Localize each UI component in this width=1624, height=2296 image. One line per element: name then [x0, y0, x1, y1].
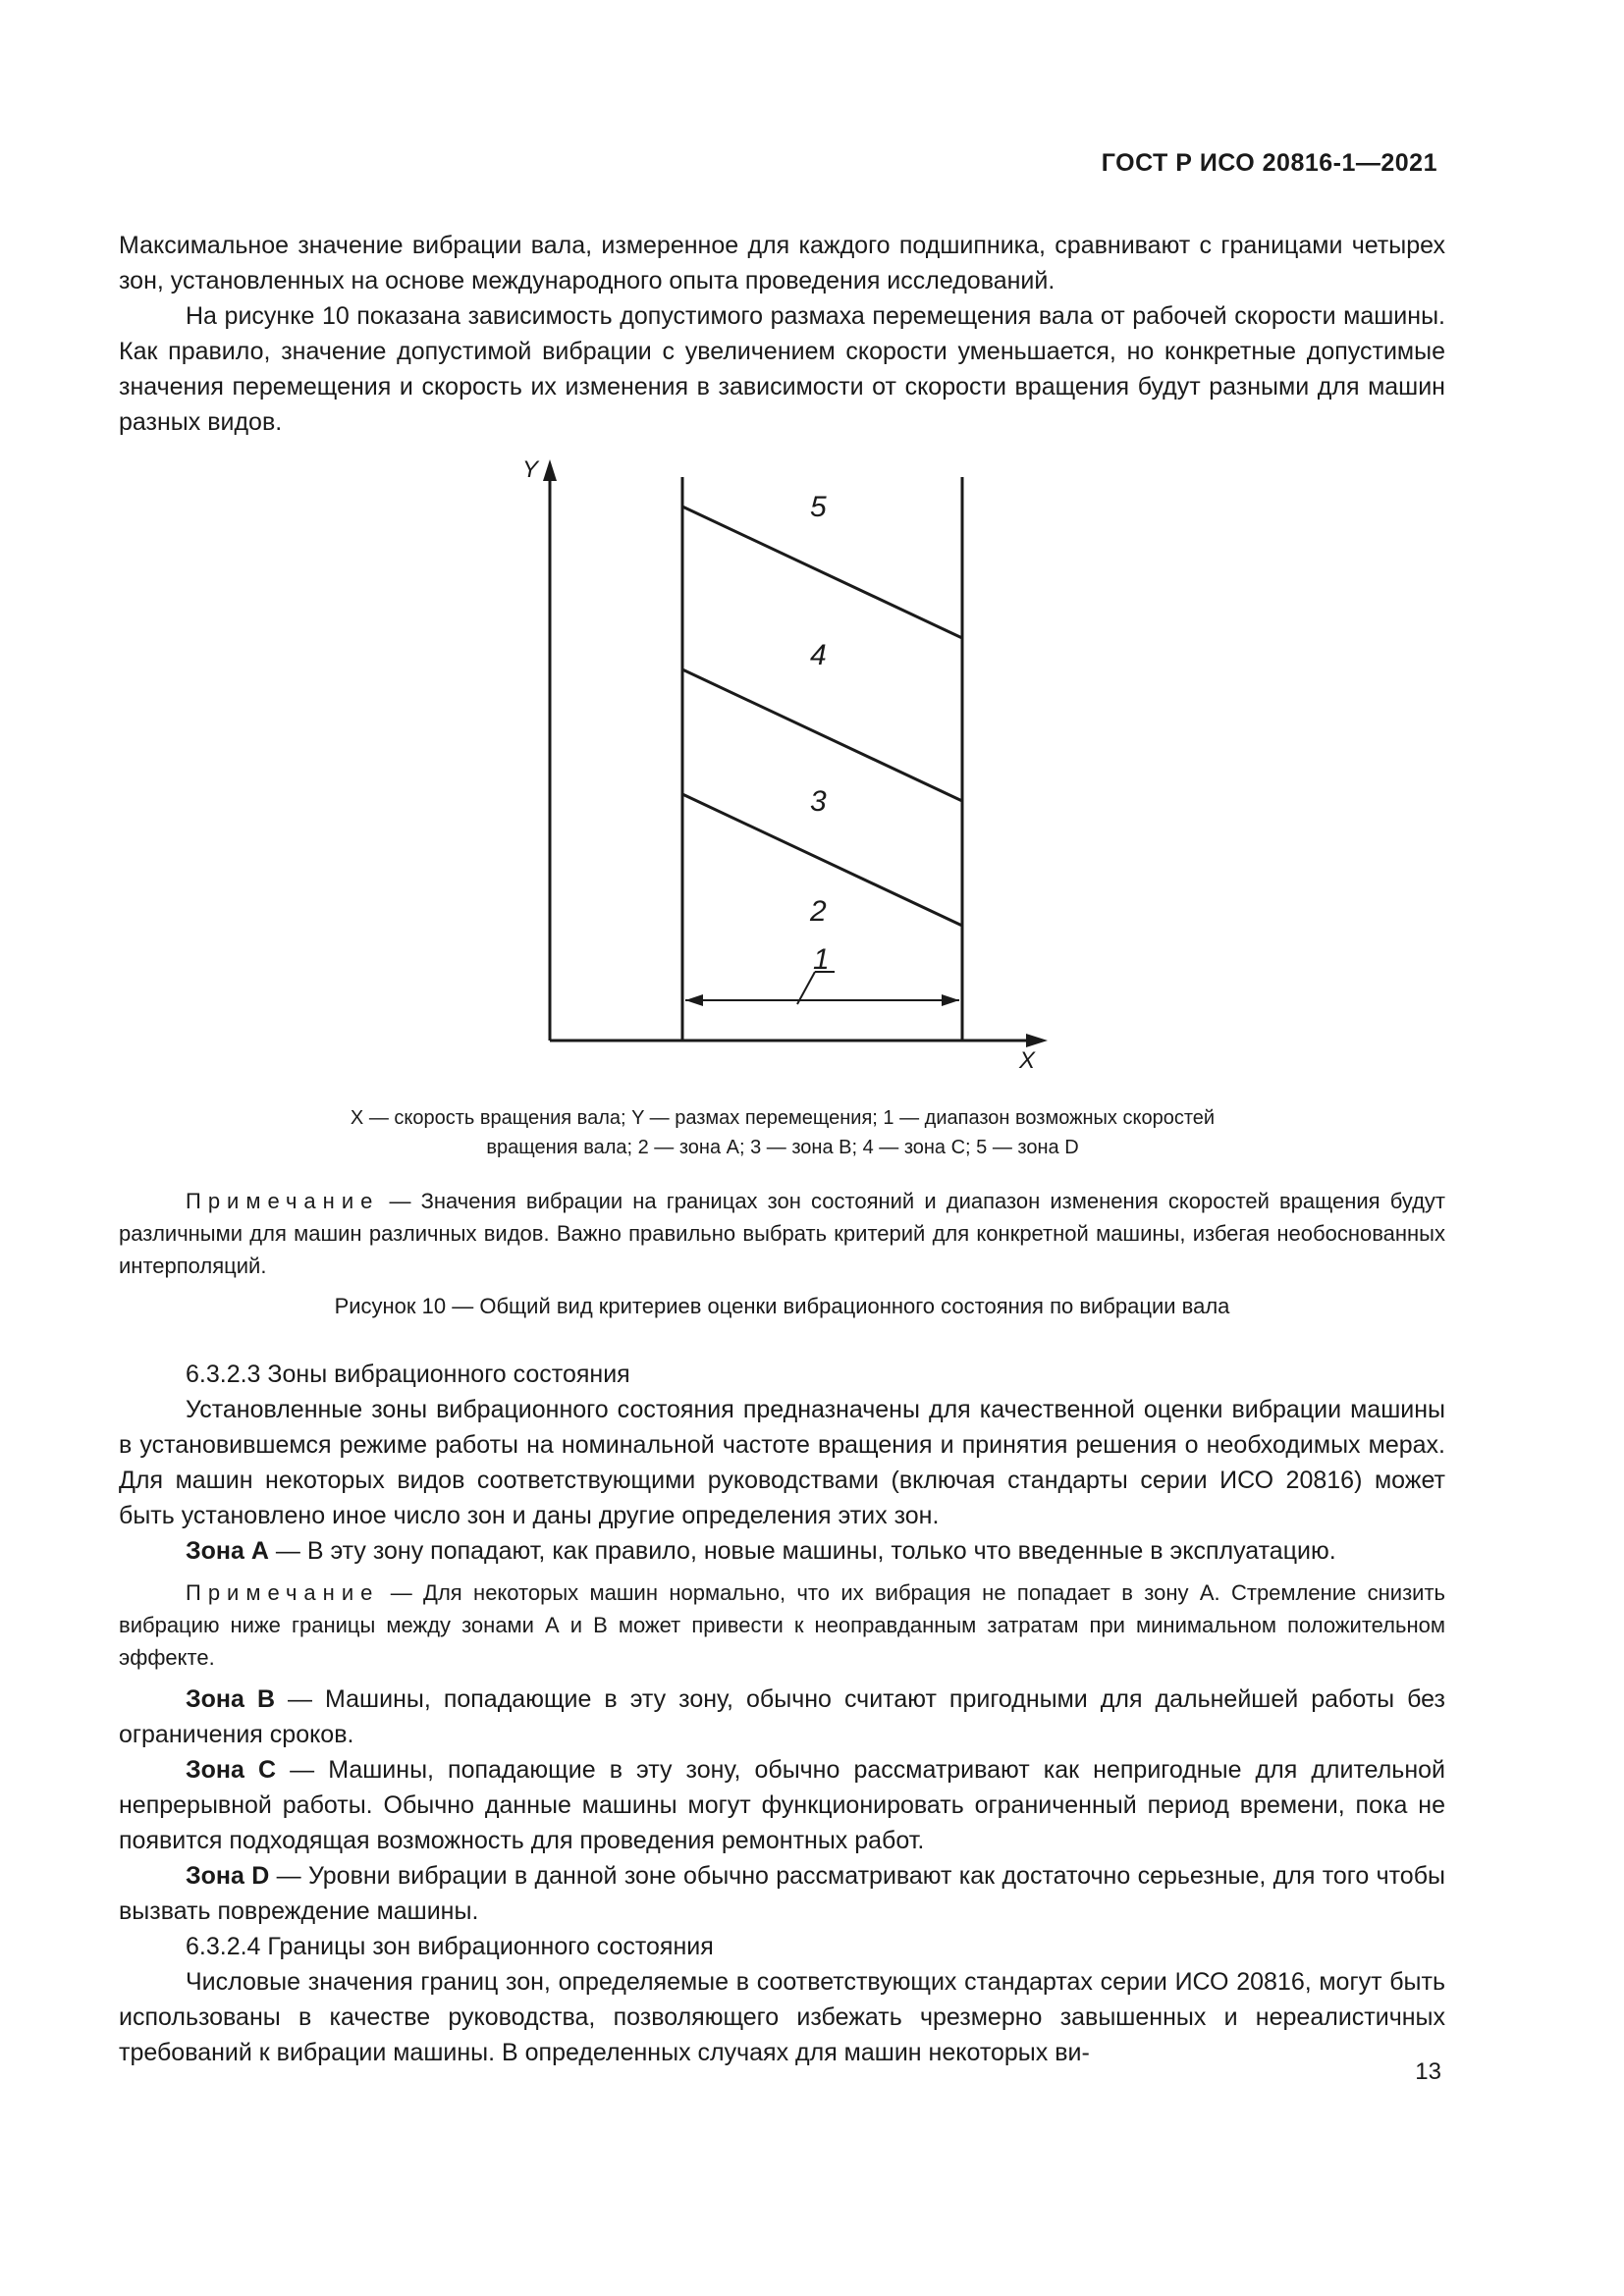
intro-paragraph-1: Максимальное значение вибрации вала, измеренное для каждого подшипника, сравнивают с границами четырех зон, установленных на основе международного опыта проведения исследований. — [119, 232, 1445, 294]
zone-label-d: 5 — [810, 491, 827, 523]
zone-a-paragraph — [119, 1533, 1445, 1569]
range-arrow-left — [685, 994, 703, 1006]
x-axis-arrow — [1026, 1034, 1048, 1047]
figure-caption: Рисунок 10 — Общий вид критериев оценки вибрационного состояния по вибрации вала — [334, 1294, 1230, 1318]
zone-label-c: 4 — [810, 639, 827, 671]
document-id: ГОСТ Р ИСО 20816-1—2021 — [1101, 149, 1437, 177]
section-6-3-2-3 — [119, 1357, 1445, 2070]
figure-note — [119, 1185, 1445, 1282]
zone-d-paragraph — [119, 1858, 1445, 1929]
intro-block — [119, 228, 1445, 440]
zone-b-label: Зона В — [186, 1685, 276, 1713]
zone-c-paragraph — [119, 1752, 1445, 1858]
zone-a-label: Зона А — [186, 1537, 269, 1565]
note-text: — Значения вибрации на границах зон состояний и диапазон изменения скоростей вращения будут различными для машин различных видов. Важно правильно выбрать критерий для конкретной машины, избегая необоснованных интерполяций. — [119, 1189, 1445, 1278]
zone-note — [119, 1576, 1445, 1674]
zone-b-paragraph — [119, 1682, 1445, 1752]
note-label: Примечание — [186, 1189, 380, 1213]
range-label: 1 — [813, 943, 830, 976]
zone-label-b: 3 — [810, 785, 827, 818]
zone-a-text: — В эту зону попадают, как правило, новые машины, только что введенные в эксплуатацию. — [268, 1537, 1336, 1565]
section-paragraph: Установленные зоны вибрационного состояния предназначены для качественной оценки вибрации машины в установившемся режиме работы на номинальной частоте вращения и принятия решения о необходимых мерах. Для машин некоторых видов соответствующими руководствами (включая стандарты серии ИСО 20816) может быть установлено иное число зон и даны другие определения этих зон. — [119, 1396, 1445, 1529]
zone-d-text: — Уровни вибрации в данной зоне обычно рассматривают как достаточно серьезные, для того чтобы вызвать повреждение машины. — [119, 1862, 1445, 1925]
zone-label-a: 2 — [810, 895, 827, 928]
legend-line-1: X — скорость вращения вала; Y — размах перемещения; 1 — диапазон возможных скоростей — [350, 1107, 1216, 1129]
section-heading-6324: 6.3.2.4 Границы зон вибрационного состояния — [186, 1933, 714, 1960]
zone-note-label: Примечание — [186, 1580, 380, 1605]
zone-note-text: — Для некоторых машин нормально, что их вибрация не попадает в зону А. Стремление снизить вибрацию ниже границы между зонами А и В может привести к неоправданным затратам при минимальном положительном эффекте. — [119, 1580, 1445, 1670]
page-number: 13 — [1415, 2058, 1441, 2085]
zone-b-text: — Машины, попадающие в эту зону, обычно считают пригодными для дальнейшей работы без ограничения сроков. — [119, 1685, 1445, 1748]
y-axis-arrow — [543, 459, 557, 481]
zone-d-label: Зона D — [186, 1862, 270, 1890]
intro-paragraph-2: На рисунке 10 показана зависимость допустимого размаха перемещения вала от рабочей скорости машины. Как правило, значение допустимой вибрации с увеличением скорости уменьшается, но конкретные допустимые значения перемещения и скорость их изменения в зависимости от скорости вращения будут разными для машин разных видов. — [119, 302, 1445, 436]
figure-10-diagram — [511, 452, 1060, 1080]
x-axis-label: X — [1019, 1047, 1036, 1074]
section-heading-6323: 6.3.2.3 Зоны вибрационного состояния — [186, 1361, 630, 1388]
section-6324-paragraph: Числовые значения границ зон, определяемые в соответствующих стандартах серии ИСО 20816, могут быть использованы в качестве руководства, позволяющего избежать чрезмерно завышенных и нереалистичных требований к вибрации машины. В определенных случаях для машин некоторых ви- — [119, 1968, 1445, 2066]
boundary-b-c — [682, 669, 962, 801]
legend-line-2: вращения вала; 2 — зона A; 3 — зона B; 4 — зона C; 5 — зона D — [486, 1137, 1079, 1158]
boundary-c-d — [682, 507, 962, 638]
y-axis-label: Y — [522, 456, 539, 483]
zone-c-text: — Машины, попадающие в эту зону, обычно рассматривают как непригодные для длительной непрерывной работы. Обычно данные машины могут функционировать ограниченный период времени, пока не появится подходящая возможность для проведения ремонтных работ. — [119, 1756, 1446, 1854]
figure-legend — [263, 1103, 1302, 1162]
range-arrow-right — [942, 994, 959, 1006]
zone-c-label: Зона С — [186, 1756, 277, 1784]
